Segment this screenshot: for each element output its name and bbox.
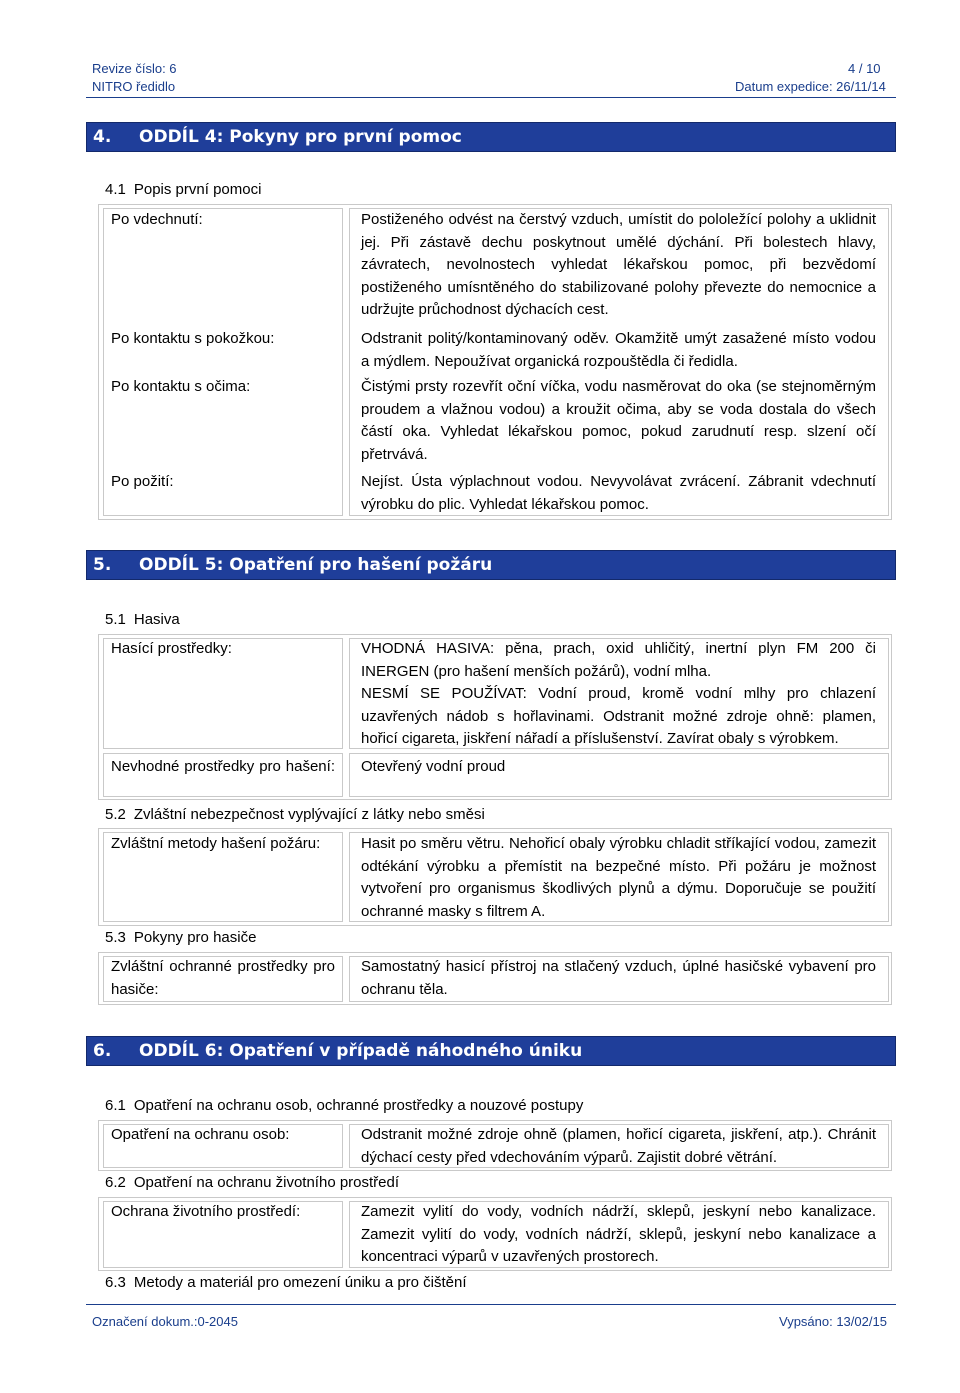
unsuitable-media-note: NESMÍ SE POUŽÍVAT: Vodní proud, kromě vodní mlhy pro chlazení uzavřených nádob s hořlavinami. Odstranit možné zdroje ohně: plamen, hořicí cigareta, jiskření nářadí a příslušenství. Zavírat obaly s výrobkem. (361, 685, 876, 747)
section-5-number: 5. (93, 555, 112, 575)
subsection-5-3: 5.3 Pokyny pro hasiče (105, 929, 257, 946)
page-number: 4 / 10 (848, 61, 881, 76)
subsection-6-1: 6.1 Opatření na ochranu osob, ochranné prostředky a nouzové postupy (105, 1097, 584, 1114)
issue-date: Datum expedice: 26/11/14 (735, 79, 886, 94)
document-id: Označení dokum.:0-2045 (92, 1314, 238, 1329)
subsection-6-2: 6.2 Opatření na ochranu životního prostředí (105, 1174, 400, 1191)
product-name: NITRO ředidlo (92, 79, 176, 94)
section-5-heading (86, 550, 896, 580)
first-aid-label-eyes: Po kontaktu s očima: (111, 378, 251, 395)
revision-number: Revize číslo: 6 (92, 61, 177, 76)
special-methods-value: Hasit po směru větru. Nehořicí obaly výrobku chladit stříkající vodou, zamezit odtékání výrobku a přemístit na bezpečné místo. Při požáru je možnost vytvoření pro organismus škodlivých plynů a dýmu. Doporučuje se použití ochranné masky s filtrem A. (361, 835, 876, 920)
unsuitable-media-value: Otevřený vodní proud (361, 758, 506, 775)
header-divider (86, 97, 896, 98)
section-4-number: 4. (93, 127, 112, 147)
extinguishing-media-value (361, 638, 876, 751)
environmental-label: Ochrana životního prostředí: (111, 1203, 301, 1220)
special-methods-label: Zvláštní metody hašení požáru: (111, 835, 321, 852)
subsection-4-1: 4.1 Popis první pomoci (105, 181, 262, 198)
suitable-media: VHODNÁ HASIVA: pěna, prach, oxid uhličitý, inertní plyn FM 200 či INERGEN (pro hašení menších požárů), vodní mlha. (361, 640, 876, 680)
subsection-5-2: 5.2 Zvláštní nebezpečnost vyplývající z látky nebo směsi (105, 806, 485, 823)
personal-precautions-value: Odstranit možné zdroje ohně (plamen, hořicí cigareta, jiskření, atp.). Chránit dýchací cesty před vdechováním výparů. Zajistit dobré větrání. (361, 1126, 876, 1166)
first-aid-label-skin: Po kontaktu s pokožkou: (111, 330, 275, 347)
section-4-heading (86, 122, 896, 152)
subsection-6-3: 6.3 Metody a materiál pro omezení úniku a pro čištění (105, 1274, 467, 1291)
first-aid-value-inhalation: Postiženého odvést na čerstvý vzduch, umístit do pololežící polohy a uklidnit jej. Při zástavě dechu poskytnout umělé dýchání. Při bolestech hlavy, závratech, nevolnostech vyhledat lékařskou pomoc, při bezvědomí postiženého umísntěného do stabilizované polohy převezte do nemocnice a udržujte průchodnost dýchacích cest. (361, 211, 876, 318)
section-6-heading (86, 1036, 896, 1066)
extinguishing-media-label: Hasící prostředky: (111, 640, 232, 657)
firefighter-ppe-value: Samostatný hasicí přístroj na stlačený vzduch, úplné hasičské vybavení pro ochranu těla. (361, 958, 876, 998)
first-aid-label-ingestion: Po požití: (111, 473, 174, 490)
first-aid-value-ingestion: Nejíst. Ústa výplachnout vodou. Nevyvolávat zvrácení. Zábranit vdechnutí výrobku do plic. Vyhledat lékařskou pomoc. (361, 473, 876, 513)
unsuitable-media-label-text: Nevhodné prostředky pro hašení: (111, 758, 335, 775)
section-6-number: 6. (93, 1041, 112, 1061)
footer-divider (86, 1304, 896, 1305)
environmental-value: Zamezit vylití do vody, vodních nádrží, sklepů, jeskyní nebo kanalizace. Zamezit vylití do vody, vodních nádrží, sklepů, jeskyní nebo kanalizace a koncentraci výparů v uzavřených prostorech. (361, 1203, 876, 1265)
subsection-5-1: 5.1 Hasiva (105, 611, 180, 628)
section-6-title: ODDÍL 6: Opatření v případě náhodného úniku (139, 1041, 583, 1061)
personal-precautions-label: Opatření na ochranu osob: (111, 1126, 290, 1143)
section-4-title: ODDÍL 4: Pokyny pro první pomoc (139, 127, 462, 147)
first-aid-value-skin: Odstranit politý/kontaminovaný oděv. Okamžitě umýt zasažené místo vodou a mýdlem. Nepoužívat organická rozpouštědla či ředidla. (361, 330, 876, 370)
first-aid-label-inhalation: Po vdechnutí: (111, 211, 203, 228)
first-aid-label-cell (103, 208, 343, 516)
firefighter-ppe-label: Zvláštní ochranné prostředky pro hasiče: (111, 958, 335, 998)
unsuitable-media-label (111, 756, 335, 779)
section-5-title: ODDÍL 5: Opatření pro hašení požáru (139, 555, 493, 575)
first-aid-value-eyes: Čistými prsty rozevřít oční víčka, vodu nasměrovat do oka (se stejnoměrným proudem a vlažnou vodou) a kroužit očima, aby se voda dostala do všech částí oka. Vyhledat lékařskou pomoc, pokud zarudnutí resp. slzení očí přetrvává. (361, 378, 876, 463)
printed-date: Vypsáno: 13/02/15 (779, 1314, 887, 1329)
